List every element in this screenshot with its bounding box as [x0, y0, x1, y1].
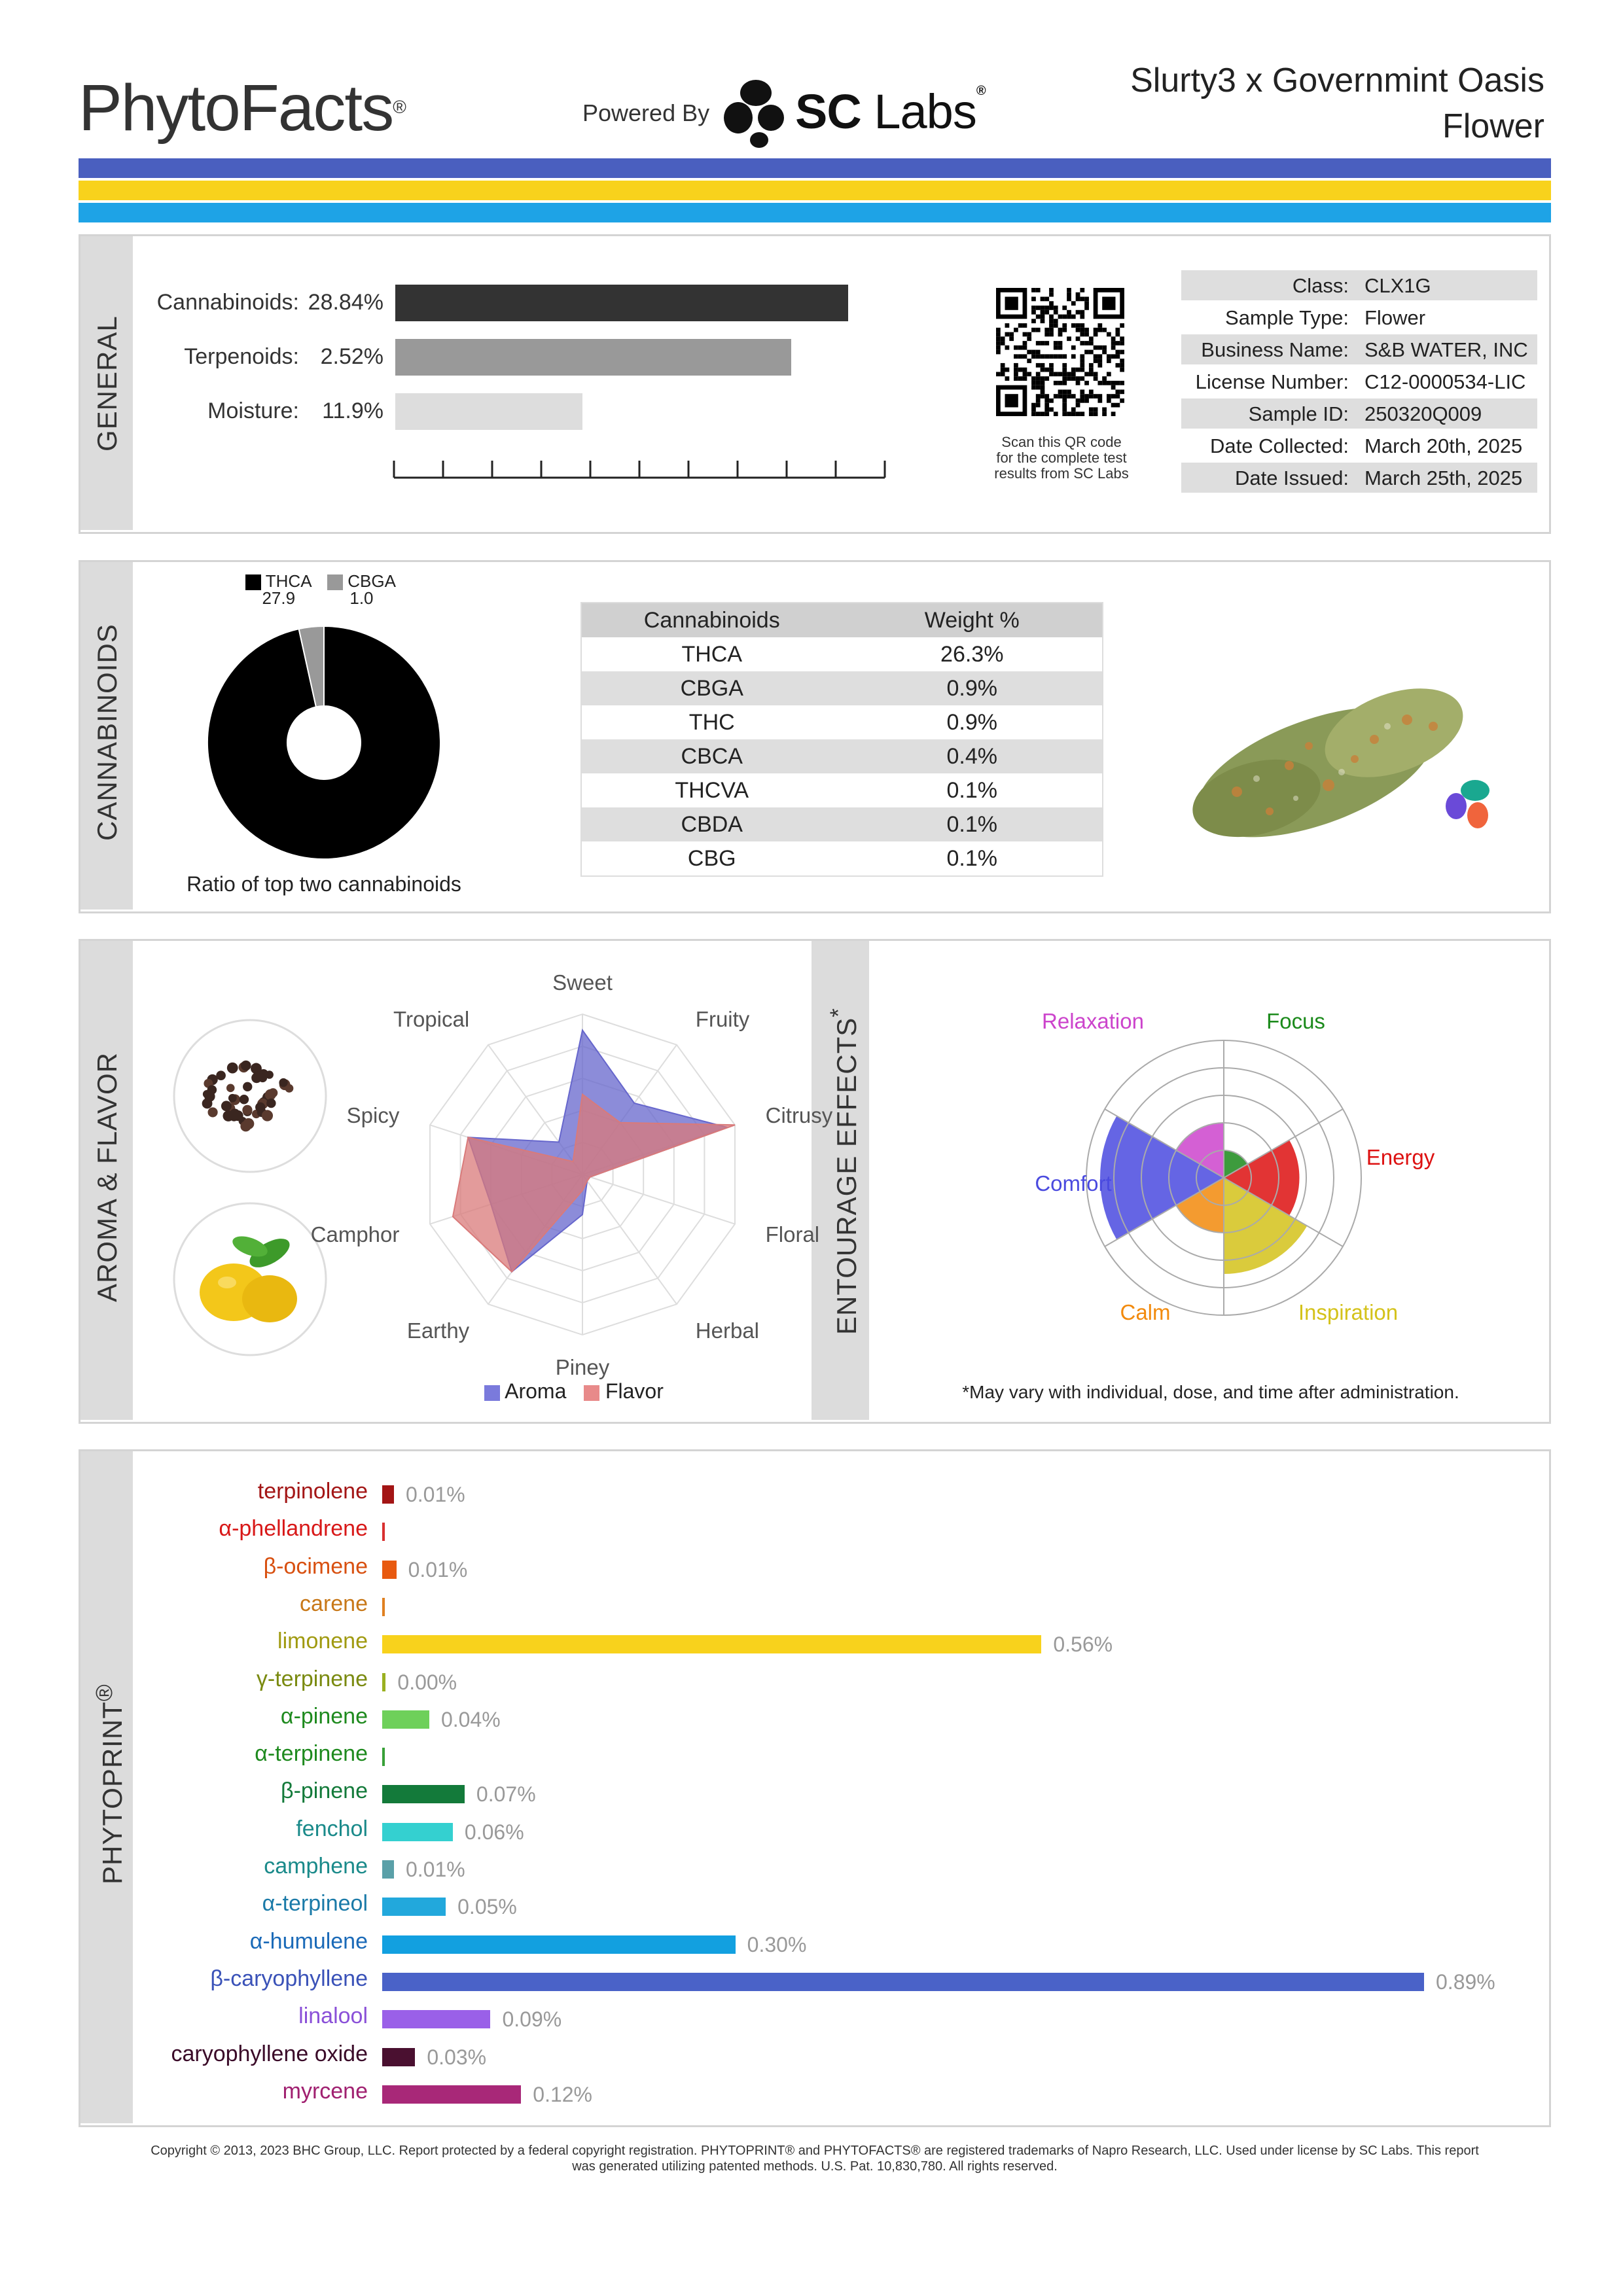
radar-axis-label: Sweet [552, 970, 613, 995]
terpene-label: γ-terpinene [256, 1666, 368, 1691]
sample-info-value: CLX1G [1364, 274, 1431, 297]
sample-info-key: Class: [1292, 274, 1349, 297]
radar-legend [484, 1379, 664, 1404]
terpene-value: 0.01% [408, 1557, 468, 1581]
terpene-label: fenchol [296, 1816, 368, 1841]
cannabinoid-name: CBDA [681, 811, 743, 837]
terpene-label: terpinolene [257, 1479, 368, 1504]
aroma-section-label: AROMA & FLAVOR [92, 1052, 122, 1302]
terpene-bar [382, 1673, 385, 1691]
sample-info-row [1181, 366, 1537, 397]
sample-info-value: Flower [1364, 306, 1426, 329]
terpene-label: α-phellandrene [219, 1516, 368, 1542]
terpene-bar [382, 1485, 394, 1504]
general-scale [393, 451, 890, 481]
entourage-effects-chart [955, 995, 1531, 1361]
sample-info-value: 250320Q009 [1364, 402, 1482, 425]
terpene-bar [382, 1823, 453, 1841]
phytoprint-section-label: PHYTOPRINT® [92, 1684, 128, 1884]
terpene-label: β-caryophyllene [210, 1966, 368, 1991]
terpene-bar [382, 1785, 465, 1803]
effect-label-calm: Calm [1120, 1300, 1171, 1324]
product-name: Slurty3 x Governmint Oasis [1130, 62, 1544, 99]
terpene-value: 0.01% [405, 1858, 465, 1881]
cannabinoid-name: THCA [681, 641, 743, 667]
sample-info-row [1181, 302, 1537, 332]
cannabinoid-name: CBGA [680, 675, 743, 701]
cannabinoid-name: THC [688, 709, 735, 735]
cannabinoid-table [580, 602, 1103, 877]
qr-caption: Scan this QR code for the complete test results from SC Labs [994, 434, 1129, 482]
sample-info-key: Date Collected: [1210, 434, 1349, 457]
terpene-value: 0.00% [397, 1670, 457, 1694]
terpene-label: α-terpinene [255, 1741, 368, 1767]
terpene-value: 0.09% [502, 2007, 562, 2032]
general-bar-value: 28.84% [308, 290, 383, 315]
cannabinoid-table-row [582, 841, 1102, 875]
sample-info-row [1181, 270, 1537, 300]
sc-labs-wordmark: SC Labs® [795, 84, 986, 139]
terpene-bar [382, 1710, 429, 1729]
terpene-label: β-pinene [281, 1778, 368, 1804]
radar-axis-label: Herbal [695, 1318, 760, 1343]
legend-aroma: Aroma [505, 1379, 567, 1403]
effects-footnote: *May vary with individual, dose, and time after administration. [962, 1382, 1459, 1402]
general-bar [395, 285, 848, 321]
brand-logo: PhytoFacts® [79, 71, 405, 145]
cannabinoid-weight: 0.1% [946, 845, 997, 871]
terpene-bar [382, 1860, 394, 1879]
radar-axis-label: Fruity [695, 1007, 750, 1032]
cannabinoid-weight: 26.3% [940, 641, 1004, 667]
cannabinoid-table-row [582, 637, 1102, 671]
sample-info-value: March 25th, 2025 [1364, 467, 1523, 489]
cannabinoid-weight: 0.1% [946, 777, 997, 803]
cannabinoid-donut-chart [206, 625, 442, 860]
donut-legend-cbga: CBGA 1.0 [327, 573, 396, 606]
terpene-bar [382, 1973, 1424, 1991]
general-bar-label: Terpenoids: [184, 344, 299, 369]
cannabinoid-weight: 0.1% [946, 811, 997, 837]
radar-spoke [582, 1174, 677, 1304]
terpene-bar [382, 1561, 397, 1579]
cannabinoid-name: THCVA [675, 777, 749, 803]
terpene-bar [382, 2010, 490, 2028]
legend-swatch-flavor [584, 1385, 599, 1401]
cannabinoid-table-row [582, 807, 1102, 841]
terpene-label: α-humulene [249, 1928, 368, 1954]
sample-info-value: C12-0000534-LIC [1364, 370, 1526, 393]
product-type: Flower [1442, 107, 1544, 145]
radar-axis-label: Spicy [346, 1103, 400, 1128]
general-section-label: GENERAL [92, 315, 122, 451]
terpene-value: 0.05% [457, 1895, 517, 1919]
cannabinoid-table-row [582, 773, 1102, 807]
sample-info-value: March 20th, 2025 [1364, 434, 1523, 457]
peppercorn-image [171, 1017, 329, 1174]
donut-legend-thca: THCA 27.9 [245, 573, 312, 606]
stripe-blue [79, 158, 1551, 178]
terpene-label: camphene [264, 1854, 368, 1879]
general-bar [395, 339, 791, 376]
terpene-value: 0.01% [405, 1483, 465, 1506]
terpene-bar [382, 2085, 521, 2104]
effect-label-energy: Energy [1366, 1145, 1435, 1169]
legend-swatch-aroma [484, 1385, 500, 1401]
terpene-value: 0.89% [1436, 1969, 1495, 1994]
effect-label-comfort: Comfort [1035, 1171, 1112, 1195]
effect-label-focus: Focus [1266, 1009, 1325, 1033]
radar-axis-label: Piney [555, 1355, 610, 1379]
sample-info-row [1181, 463, 1537, 493]
cannabinoid-table-row [582, 671, 1102, 705]
radar-spoke [582, 1174, 735, 1224]
terpene-bar [382, 1635, 1041, 1653]
general-bar-label: Moisture: [207, 398, 299, 423]
sc-labs-logo-icon [720, 77, 792, 149]
general-bar-value: 11.9% [322, 398, 383, 423]
effect-label-inspiration: Inspiration [1298, 1300, 1399, 1324]
sample-info-key: Sample ID: [1248, 402, 1349, 425]
radar-axis-label: Camphor [310, 1222, 400, 1246]
product-heading [1130, 58, 1544, 149]
stripe-cyan [79, 203, 1551, 222]
terpene-label: limonene [277, 1629, 368, 1654]
radar-axis-label: Earthy [406, 1318, 470, 1343]
radar-axis-label: Floral [765, 1222, 820, 1246]
cannabinoid-table-header: Cannabinoids Weight % [582, 603, 1102, 637]
terpene-value: 0.03% [427, 2045, 487, 2069]
terpene-value: 0.06% [464, 1820, 524, 1844]
terpene-value: 0.30% [747, 1932, 807, 1956]
sample-info-value: S&B WATER, INC [1364, 338, 1528, 361]
legend-flavor: Flavor [605, 1379, 664, 1403]
sample-info-key: Business Name: [1201, 338, 1349, 361]
terpene-bar [382, 1898, 446, 1916]
sample-info-row [1181, 334, 1537, 364]
qr-code-icon[interactable] [996, 288, 1124, 416]
aroma-flavor-radar-chart [310, 970, 833, 1379]
effect-label-relaxation: Relaxation [1042, 1009, 1144, 1033]
cannabinoid-name: CBCA [681, 743, 743, 769]
cannabinoid-name: CBG [687, 845, 736, 871]
effects-section-label: ENTOURAGE EFFECTS* [826, 1008, 862, 1335]
donut-caption: Ratio of top two cannabinoids [187, 872, 461, 896]
powered-by-label: Powered By [582, 99, 710, 126]
flower-bud-image [1158, 648, 1499, 851]
legend-swatch-thca [245, 574, 261, 590]
terpene-bar [382, 1748, 385, 1766]
general-bar-label: Cannabinoids: [156, 290, 299, 315]
legend-swatch-cbga [327, 574, 343, 590]
terpene-label: β-ocimene [263, 1553, 368, 1579]
stripe-yellow [79, 181, 1551, 200]
general-bar-value: 2.52% [320, 344, 383, 369]
sample-info-row [1181, 431, 1537, 461]
sample-info-key: Date Issued: [1234, 467, 1349, 489]
cannabinoid-table-row [582, 739, 1102, 773]
sample-info-key: License Number: [1195, 370, 1349, 393]
cannabinoids-section-label: CANNABINOIDS [92, 624, 122, 841]
terpene-bar [382, 1598, 385, 1616]
general-bar [395, 393, 582, 430]
sample-info-key: Sample Type: [1225, 306, 1349, 329]
radar-axis-label: Citrusy [765, 1103, 833, 1128]
lemon-image [171, 1201, 329, 1358]
copyright-footer: Copyright © 2013, 2023 BHC Group, LLC. Report protected by a federal copyright registration. PHYTOPRINT® and PHYTOFACTS® are registered trademarks of Napro Research, LLC. Used under license by SC Labs. This report was generated utilizing patented methods. U.S. Pat. 10,830,780. All rights reserved. [151, 2144, 1479, 2174]
radar-axis-label: Tropical [393, 1007, 470, 1032]
terpene-label: linalool [298, 2004, 368, 2029]
cannabinoid-weight: 0.4% [946, 743, 997, 769]
terpene-label: α-terpineol [262, 1891, 368, 1916]
terpene-bar [382, 2048, 415, 2066]
terpene-bar [382, 1523, 385, 1541]
terpene-label: carene [300, 1591, 368, 1616]
terpene-bar [382, 1935, 736, 1954]
terpene-label: α-pinene [280, 1703, 368, 1729]
terpene-label: myrcene [282, 2078, 368, 2104]
terpene-value: 0.56% [1053, 1633, 1113, 1657]
terpene-value: 0.07% [476, 1782, 536, 1807]
terpene-label: caryophyllene oxide [171, 2041, 368, 2066]
terpene-value: 0.04% [440, 1707, 501, 1731]
sample-info-row [1181, 398, 1537, 429]
terpene-value: 0.12% [533, 2082, 592, 2106]
cannabinoid-weight: 0.9% [946, 675, 997, 701]
cannabinoid-weight: 0.9% [946, 709, 997, 735]
cannabinoid-table-row [582, 705, 1102, 739]
